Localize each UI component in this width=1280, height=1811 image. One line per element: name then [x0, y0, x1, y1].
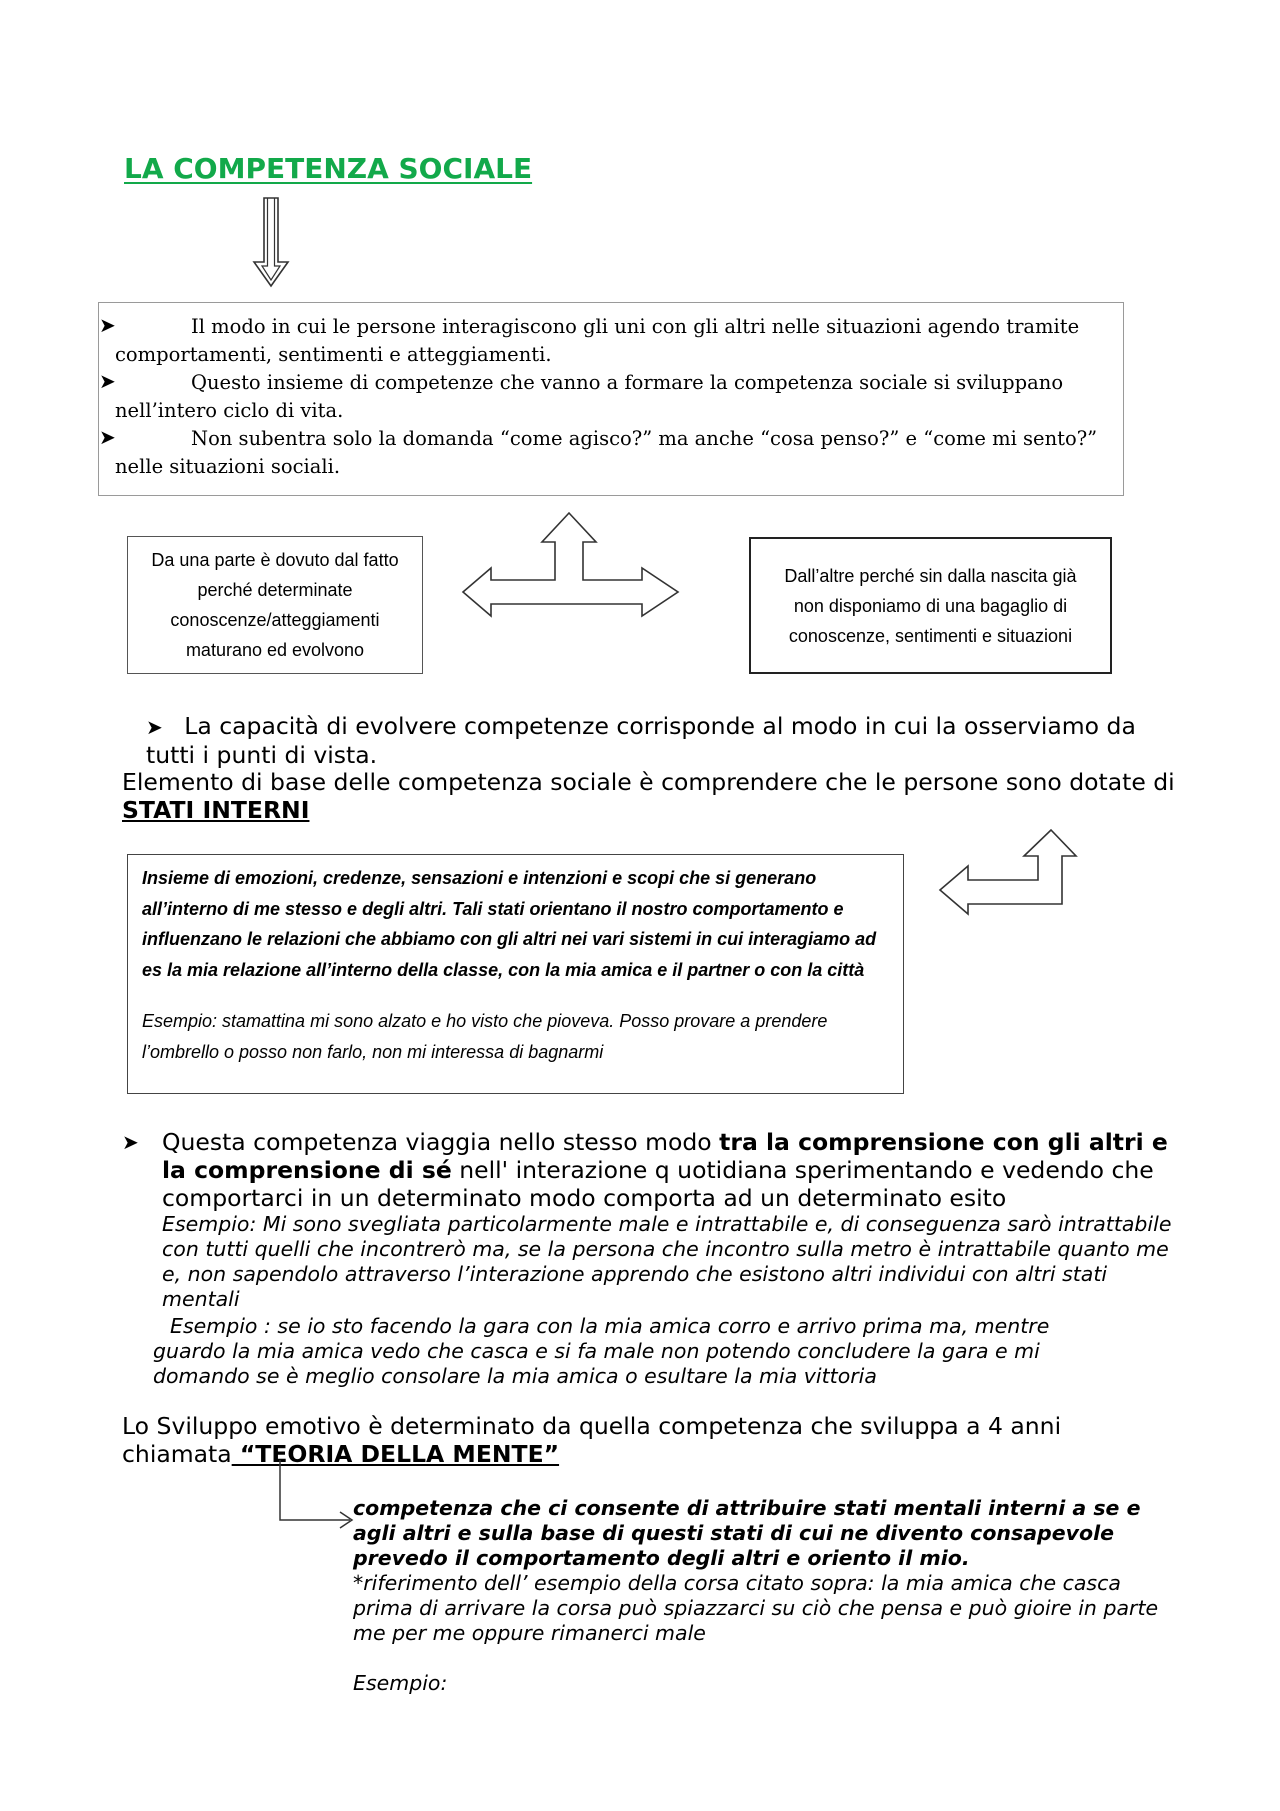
- arrow-bullet-icon: ➤: [146, 715, 163, 739]
- bent-arrow-icon: [938, 828, 1078, 912]
- list-item: ➤ Non subentra solo la domanda “come agisco?” ma anche “cosa penso?” e “come mi sento?” nelle situazioni sociali.: [99, 425, 1098, 478]
- internal-states-paragraph: Elemento di base delle competenza sociale è comprendere che le persone sono dotate di STATI INTERNI: [122, 768, 1175, 824]
- capacity-paragraph: ➤ La capacità di evolvere competenze corrisponde al modo in cui la osserviamo da tutti i punti di vista.: [146, 712, 1136, 769]
- list-item: ➤ Il modo in cui le persone interagiscono gli uni con gli altri nelle situazioni agendo tramite comportamenti, sentimenti e atteggiamenti.: [99, 313, 1080, 366]
- definition-box: [98, 302, 1124, 496]
- right-explanation-box: [749, 537, 1112, 674]
- arrow-bullet-icon: ➤: [122, 1130, 139, 1154]
- arrow-bullet-icon: ➤: [99, 425, 116, 449]
- right-explanation-text: Dall’altre perché sin dalla nascita già non disponiamo di una bagaglio di conoscenze, sentimenti e situazioni: [784, 565, 1077, 646]
- theory-of-mind-definition: competenza che ci consente di attribuire stati mentali interni a se e agli altri e sulla base di questi stati di cui ne divento consapevole prevedo il comportamento degli altri e oriento il mio.: [353, 1496, 1141, 1570]
- page-title: LA COMPETENZA SOCIALE: [124, 152, 533, 185]
- left-explanation-text: Da una parte è dovuto dal fatto perché determinate conoscenze/atteggiamenti maturano ed evolvono: [151, 550, 399, 660]
- internal-states-term: STATI INTERNI: [122, 796, 310, 824]
- three-way-arrow-icon: [462, 512, 680, 622]
- internal-states-box: [127, 854, 904, 1094]
- down-arrow-icon: [252, 196, 292, 290]
- left-explanation-box: [127, 536, 423, 674]
- theory-of-mind-reference: *riferimento dell’ esempio della corsa citato sopra: la mia amica che casca prima di arrivare la corsa può spiazzarci su ciò che pensa e può gioire in parte me per me oppure rimanerci male: [353, 1571, 1159, 1645]
- internal-states-example: Esempio: stamattina mi sono alzato e ho visto che pioveva. Posso provare a prendere l’ombrello o posso non farlo, non mi interessa di bagnarmi: [142, 1011, 828, 1062]
- example-label: Esempio:: [353, 1671, 448, 1695]
- theory-of-mind-term: “TEORIA DELLA MENTE”: [231, 1440, 560, 1468]
- elbow-arrow-icon: [272, 1458, 362, 1530]
- list-item: ➤ Questo insieme di competenze che vanno a formare la competenza sociale si sviluppano nell’intero ciclo di vita.: [99, 369, 1064, 422]
- theory-of-mind-definition-block: [353, 1496, 1173, 1696]
- arrow-bullet-icon: ➤: [99, 369, 116, 393]
- example-race: Esempio : se io sto facendo la gara con la mia amica corro e arrivo prima ma, mentre guardo la mia amica vedo che casca e si fa male non potendo concludere la gara e mi domando se è meglio consolare la mia amica o esultare la mia vittoria: [153, 1314, 1050, 1388]
- example-mood: Esempio: Mi sono svegliata particolarmente male e intrattabile e, di conseguenza sarò intrattabile con tutti quelli che incontrerò ma, se la persona che incontro sulla metro è intrattabile quanto me e, non sapendolo attraverso l’interazione apprendo che esistono altri individui con altri stati mentali: [162, 1212, 1172, 1311]
- theory-of-mind-paragraph: Lo Sviluppo emotivo è determinato da quella competenza che sviluppa a 4 anni chiamata “TEORIA DELLA MENTE”: [122, 1412, 1062, 1468]
- arrow-bullet-icon: ➤: [99, 313, 116, 337]
- social-competence-paragraph: ➤ Questa competenza viaggia nello stesso modo tra la comprensione con gli altri e la comprensione di sé nell' interazione q uotidiana sperimentando e vedendo che comportarci in un determinato modo comporta ad un determinato esito: [122, 1128, 1168, 1212]
- internal-states-definition: Insieme di emozioni, credenze, sensazioni e intenzioni e scopi che si generano all’interno di me stesso e degli altri. Tali stati orientano il nostro comportamento e influenzano le relazioni che abbiamo con gli altri nei vari sistemi in cui interagiamo ad es la mia relazione all’interno della classe, con la mia amica e il partner o con la città: [142, 868, 877, 980]
